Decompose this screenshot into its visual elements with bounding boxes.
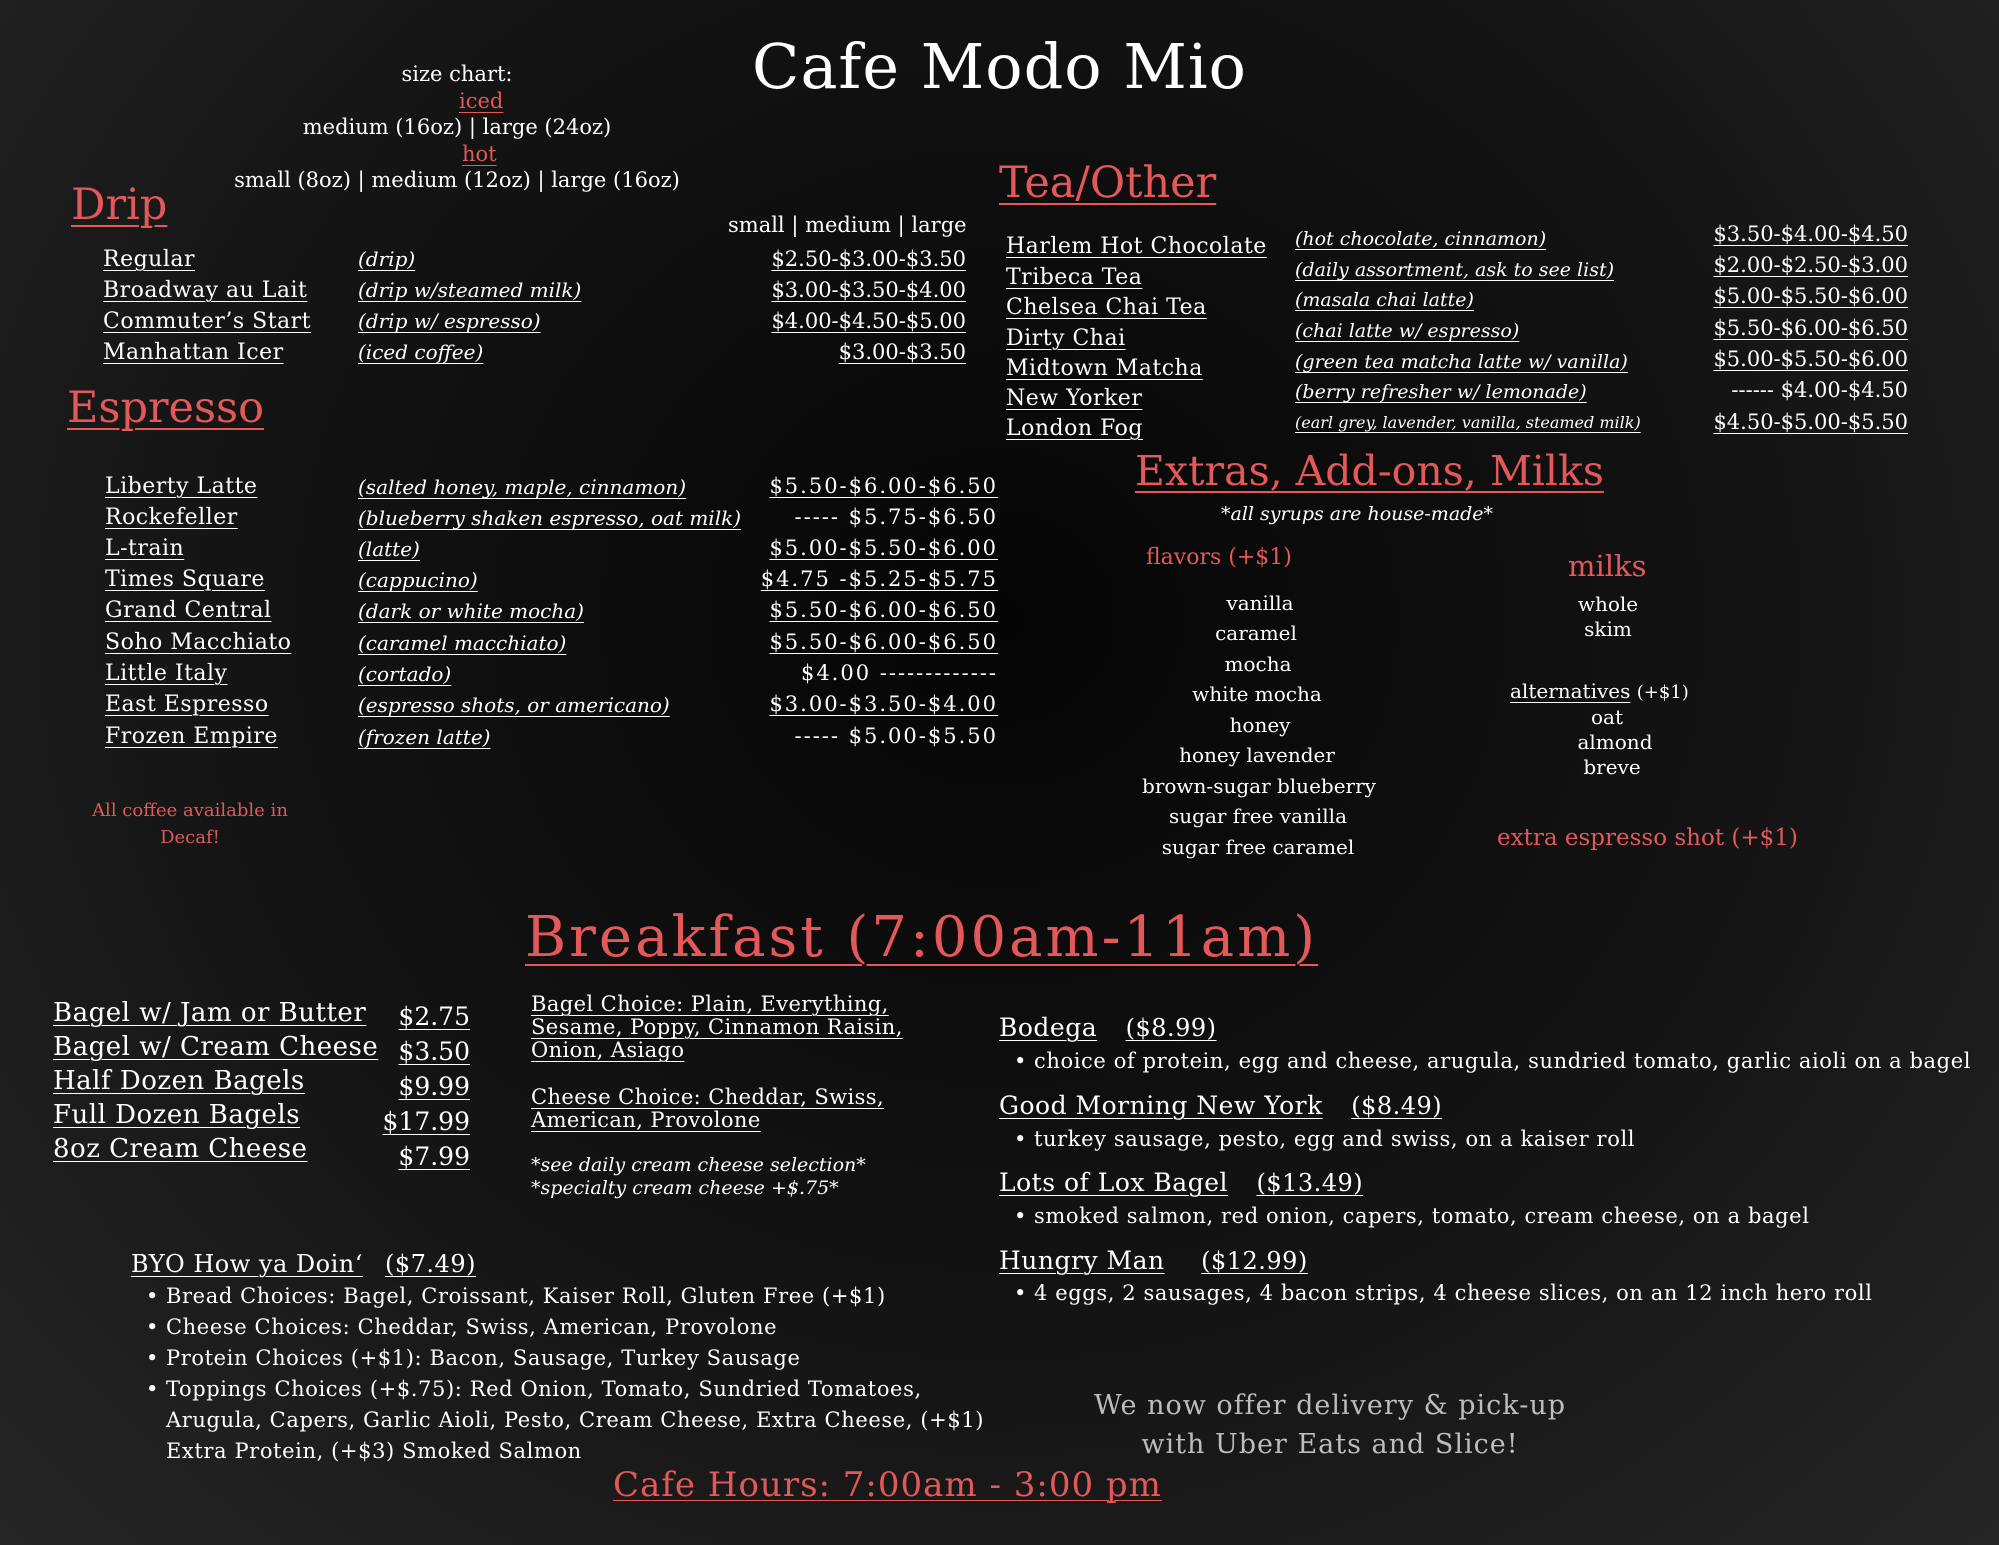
tea-item-price: $5.00-$5.50-$6.00 [1713,284,1908,308]
bagel-item-price: $7.99 [398,1142,470,1171]
decaf-note-line: All coffee available in [92,800,288,821]
flavor-item: vanilla [1226,591,1294,615]
size-chart-iced: iced [459,89,504,113]
tea-heading: Tea/Other [999,158,1217,208]
byo-price: ($7.49) [385,1250,476,1278]
bagel-item-price: $17.99 [382,1107,470,1136]
tea-item-desc: (green tea matcha latte w/ vanilla) [1295,351,1628,373]
tea-item-price: $5.50-$6.00-$6.50 [1713,316,1908,340]
drip-item-price: $3.00-$3.50-$4.00 [771,278,966,302]
tea-item-name: London Fog [1006,416,1143,441]
byo-bullet: • Bread Choices: Bagel, Croissant, Kaiser Roll, Gluten Free (+$1) [166,1284,886,1308]
sandwich-name: Bodega [999,1013,1098,1042]
milk-item: skim [1584,617,1632,641]
drip-item-price: $4.00-$4.50-$5.00 [771,309,966,333]
bagel-choices [531,993,903,1062]
flavor-item: white mocha [1192,682,1322,706]
byo-title [131,1250,476,1278]
tea-item-desc: (hot chocolate, cinnamon) [1295,228,1547,250]
tea-item-price: $2.00-$2.50-$3.00 [1713,253,1908,277]
espresso-item-price: ----- $5.75-$6.50 [794,505,998,529]
extra-shot: extra espresso shot (+$1) [1497,825,1798,851]
sandwich-title [999,1168,1363,1197]
bagel-item-name: Bagel w/ Cream Cheese [53,1032,379,1062]
espresso-item-desc: (dark or white mocha) [358,599,584,623]
tea-item-desc: (daily assortment, ask to see list) [1295,259,1615,281]
size-chart-iced-sizes: medium (16oz) | large (24oz) [302,115,612,139]
alternatives-title: alternatives [1510,679,1631,703]
cheese-choice-line: American, Provolone [531,1108,761,1132]
cream-cheese-notes [531,1154,866,1200]
flavor-item: mocha [1224,652,1292,676]
byo-bullet: • Cheese Choices: Cheddar, Swiss, American, Provolone [166,1315,777,1339]
espresso-item-price: $5.00-$5.50-$6.00 [769,536,998,560]
tea-item-name: Dirty Chai [1006,326,1126,351]
tea-item-price: $4.50-$5.00-$5.50 [1713,410,1908,434]
drip-item-name: Broadway au Lait [103,278,308,303]
sandwich-desc: • smoked salmon, red onion, capers, tomato, cream cheese, on a bagel [1034,1204,1810,1228]
espresso-item-desc: (frozen latte) [358,725,491,749]
sandwich-title [999,1013,1217,1042]
espresso-item-desc: (blueberry shaken espresso, oat milk) [358,506,742,530]
size-chart-label: size chart: [401,62,513,86]
decaf-note [60,797,320,851]
alternative-item: breve [1583,755,1641,779]
espresso-item-desc: (latte) [358,537,420,561]
bagel-choice-line: Sesame, Poppy, Cinnamon Raisin, [531,1015,903,1039]
bagel-item-name: Half Dozen Bagels [53,1066,305,1096]
bagel-item-price: $9.99 [398,1072,470,1101]
drip-size-header: small | medium | large [728,213,967,237]
flavor-item: honey [1229,713,1291,737]
espresso-item-price: $4.75 -$5.25-$5.75 [760,567,998,591]
flavor-item: sugar free caramel [1161,835,1355,859]
espresso-item-price: $3.00-$3.50-$4.00 [769,692,998,716]
alternatives-label [1510,679,1689,703]
sandwich-name: Lots of Lox Bagel [999,1168,1228,1197]
drip-item-name: Manhattan Icer [103,340,284,365]
espresso-item-name: Little Italy [105,661,228,686]
espresso-item-name: L-train [105,536,185,561]
sandwich-title [999,1246,1308,1275]
drip-heading: Drip [71,180,168,230]
tea-item-name: Midtown Matcha [1006,356,1203,381]
tea-item-desc: (berry refresher w/ lemonade) [1295,381,1587,403]
sandwich-name: Good Morning New York [999,1091,1323,1120]
breakfast-heading: Breakfast (7:00am-11am) [525,905,1319,970]
extras-heading: Extras, Add-ons, Milks [1135,447,1604,495]
espresso-item-name: Times Square [105,567,265,592]
sandwich-price: ($12.99) [1201,1247,1308,1275]
bagel-item-name: 8oz Cream Cheese [53,1134,308,1164]
flavors-heading: flavors (+$1) [1146,545,1292,570]
page-title: Cafe Modo Mio [752,30,1247,103]
sandwich-desc: • turkey sausage, pesto, egg and swiss, on a kaiser roll [1034,1127,1635,1151]
espresso-item-name: East Espresso [105,692,269,717]
espresso-item-price: $4.00 ------------- [800,661,998,685]
milks-heading: milks [1568,549,1647,583]
flavor-item: brown-sugar blueberry [1142,774,1376,798]
delivery-note [1030,1386,1630,1464]
drip-item-price: $3.00-$3.50 [838,340,966,364]
sandwich-price: ($13.49) [1256,1169,1364,1197]
tea-item-name: New Yorker [1006,386,1143,411]
sandwich-title [999,1091,1442,1120]
cream-cheese-note-line: *specialty cream cheese +$.75* [531,1177,839,1199]
drip-item-price: $2.50-$3.00-$3.50 [771,247,966,271]
drip-item-desc: (drip w/steamed milk) [358,278,582,302]
espresso-item-name: Soho Macchiato [105,630,292,655]
decaf-note-line: Decaf! [160,827,220,848]
espresso-item-name: Liberty Latte [105,474,258,499]
alternative-item: almond [1577,730,1653,754]
cream-cheese-note-line: *see daily cream cheese selection* [531,1154,866,1176]
espresso-item-price: ----- $5.00-$5.50 [794,724,998,748]
drip-item-name: Regular [103,247,196,272]
flavor-item: honey lavender [1179,743,1335,767]
bagel-item-name: Full Dozen Bagels [53,1100,301,1130]
espresso-item-price: $5.50-$6.00-$6.50 [769,630,998,654]
byo-name: BYO How ya Doin‘ [131,1250,363,1278]
size-chart-hot: hot [462,142,497,166]
espresso-item-desc: (caramel macchiato) [358,631,567,655]
espresso-item-name: Frozen Empire [105,724,278,749]
tea-item-price: ------ $4.00-$4.50 [1731,378,1908,402]
cheese-choices [531,1086,884,1132]
espresso-item-desc: (espresso shots, or americano) [358,693,670,717]
size-chart-hot-sizes: small (8oz) | medium (12oz) | large (16oz) [234,168,680,192]
sandwich-desc: • 4 eggs, 2 sausages, 4 bacon strips, 4 cheese slices, on an 12 inch hero roll [1034,1281,1873,1305]
tea-item-desc: (earl grey, lavender, vanilla, steamed milk) [1295,413,1641,432]
alternatives-price: (+$1) [1636,682,1689,703]
milk-item: whole [1577,592,1639,616]
flavor-item: sugar free vanilla [1169,804,1347,828]
bagel-item-price: $2.75 [398,1002,470,1031]
delivery-line: with Uber Eats and Slice! [1141,1429,1519,1460]
sandwich-desc: • choice of protein, egg and cheese, arugula, sundried tomato, garlic aioli on a bagel [1034,1049,1971,1073]
bagel-item-name: Bagel w/ Jam or Butter [53,998,367,1028]
drip-item-desc: (drip w/ espresso) [358,309,541,333]
tea-item-desc: (masala chai latte) [1295,289,1474,311]
espresso-item-desc: (cortado) [358,662,452,686]
tea-item-name: Chelsea Chai Tea [1006,295,1207,320]
drip-item-name: Commuter’s Start [103,309,312,334]
byo-bullet: • Protein Choices (+$1): Bacon, Sausage, Turkey Sausage [166,1346,800,1370]
drip-item-desc: (drip) [358,247,416,271]
bagel-choice-line: Bagel Choice: Plain, Everything, [531,992,889,1016]
espresso-item-desc: (salted honey, maple, cinnamon) [358,475,687,499]
cheese-choice-line: Cheese Choice: Cheddar, Swiss, [531,1085,885,1109]
tea-item-price: $3.50-$4.00-$4.50 [1713,222,1908,246]
byo-bullet-continued: Extra Protein, (+$3) Smoked Salmon [166,1439,582,1463]
cafe-hours: Cafe Hours: 7:00am - 3:00 pm [613,1465,1162,1505]
bagel-choice-line: Onion, Asiago [531,1038,685,1062]
espresso-item-name: Grand Central [105,598,272,623]
syrups-note: *all syrups are house-made* [1221,503,1494,525]
espresso-item-desc: (cappucino) [358,568,478,592]
sandwich-price: ($8.99) [1125,1014,1217,1042]
tea-item-price: $5.00-$5.50-$6.00 [1713,347,1908,371]
alternative-item: oat [1590,705,1623,729]
tea-item-name: Tribeca Tea [1006,265,1143,290]
espresso-item-price: $5.50-$6.00-$6.50 [769,474,998,498]
bagel-item-price: $3.50 [398,1037,470,1066]
sandwich-price: ($8.49) [1351,1092,1443,1120]
byo-bullet-continued: Arugula, Capers, Garlic Aioli, Pesto, Cream Cheese, Extra Cheese, (+$1) [166,1408,985,1432]
delivery-line: We now offer delivery & pick-up [1093,1390,1566,1421]
tea-item-desc: (chai latte w/ espresso) [1295,320,1520,342]
flavor-item: caramel [1215,621,1297,645]
byo-bullet: • Toppings Choices (+$.75): Red Onion, Tomato, Sundried Tomatoes, [166,1377,922,1401]
espresso-heading: Espresso [67,383,265,433]
espresso-item-name: Rockefeller [105,505,238,530]
tea-item-name: Harlem Hot Chocolate [1006,234,1267,259]
espresso-item-price: $5.50-$6.00-$6.50 [769,598,998,622]
drip-item-desc: (iced coffee) [358,340,484,364]
sandwich-name: Hungry Man [999,1246,1165,1275]
